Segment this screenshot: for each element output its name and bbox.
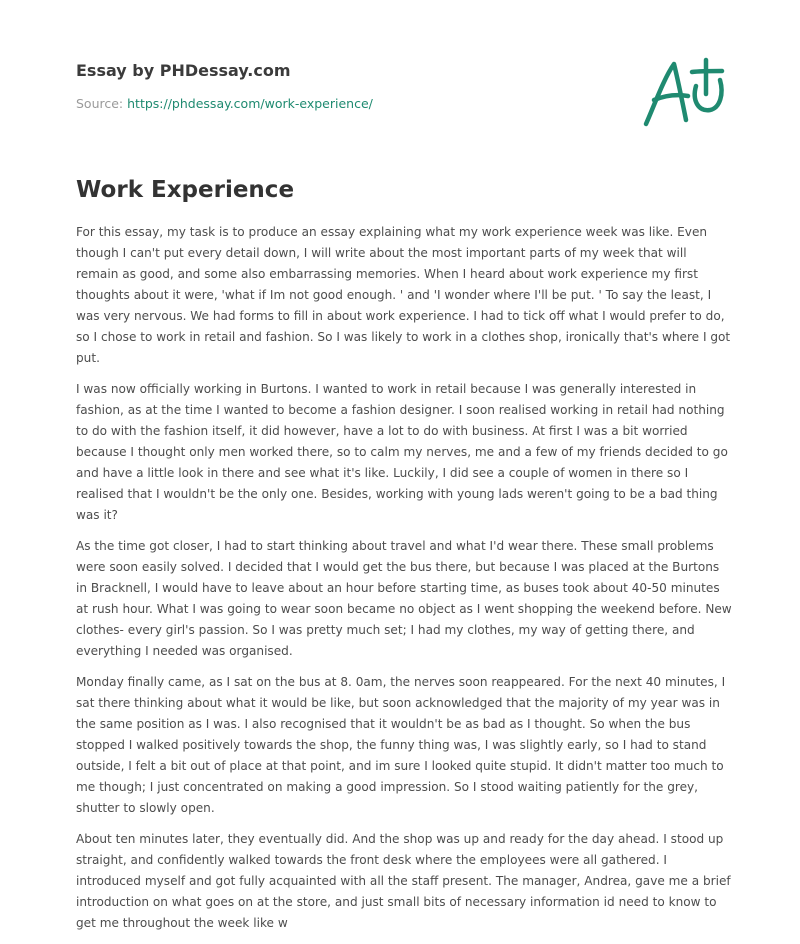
essay-paragraph: For this essay, my task is to produce an essay explaining what my work experience week was like. Even though I can't put every detail down, I will write about the most important parts of my week that will remain as good, and some also embarrassing memories. When I heard about work experience my first thoughts about it were, 'what if Im not good enough. ' and 'I wonder where I'll be put. ' To say the least, I was very nervous. We had forms to fill in about work experience. I had to tick off what I would prefer to do, so I chose to work in retail and fashion. So I was likely to work in a clothes shop, ironically that's where I got put.	[76, 225, 731, 365]
source-label: Source:	[76, 96, 128, 111]
essay-paragraph: As the time got closer, I had to start thinking about travel and what I'd wear there. These small problems were soon easily solved. I decided that I would get the bus there, but because I was placed at the Burtons in Bracknell, I would have to leave about an hour before starting time, as buses took about 40-50 minutes at rush hour. What I was going to wear soon became no object as I went shopping the weekend before. New clothes- every girl's passion. So I was pretty much set; I had my clothes, my way of getting there, and everything I needed was organised.	[76, 539, 732, 658]
a-plus-logo-svg	[640, 54, 730, 130]
essay-paragraph: About ten minutes later, they eventually did. And the shop was up and ready for the day ahead. I stood up straight, and confidently walked towards the front desk where the employees were all gathered. I introduced myself and got fully acquainted with all the staff present. The manager, Andrea, gave me a brief introduction on what goes on at the store, and just small bits of necessary information id need to know to get me throughout the week like w	[76, 832, 731, 930]
essay-body	[76, 222, 732, 944]
essay-title: Work Experience	[76, 177, 295, 203]
source-link[interactable]: https://phdessay.com/work-experience/	[127, 96, 373, 111]
source-line	[76, 96, 636, 112]
essay-paragraph: Monday finally came, as I sat on the bus at 8. 0am, the nerves soon reappeared. For the next 40 minutes, I sat there thinking about what it would be like, but soon acknowledged that the majority of my year was in the same position as I was. I also recognised that it wouldn't be as bad as I thought. So when the bus stopped I walked positively towards the shop, the funny thing was, I was slightly early, so I had to stand outside, I felt a bit out of place at that point, and im sure I looked quite stupid. It didn't matter too much to me though; I just concentrated on making a good impression. So I stood waiting patiently for the grey, shutter to slowly open.	[76, 675, 726, 815]
a-plus-grade-icon	[640, 54, 730, 130]
site-title: Essay by PHDessay.com	[76, 61, 291, 80]
essay-header	[76, 60, 636, 112]
essay-paragraph: I was now officially working in Burtons. I wanted to work in retail because I was generally interested in fashion, as at the time I wanted to become a fashion designer. I soon realised working in retail had nothing to do with the fashion itself, it did however, have a lot to do with business. At first I was a bit worried because I thought only men worked there, so to calm my nerves, me and a few of my friends decided to go and have a little look in there and see what it's like. Luckily, I did see a couple of women in there so I realised that I wouldn't be the only one. Besides, working with young lads weren't going to be a bad thing was it?	[76, 382, 728, 522]
